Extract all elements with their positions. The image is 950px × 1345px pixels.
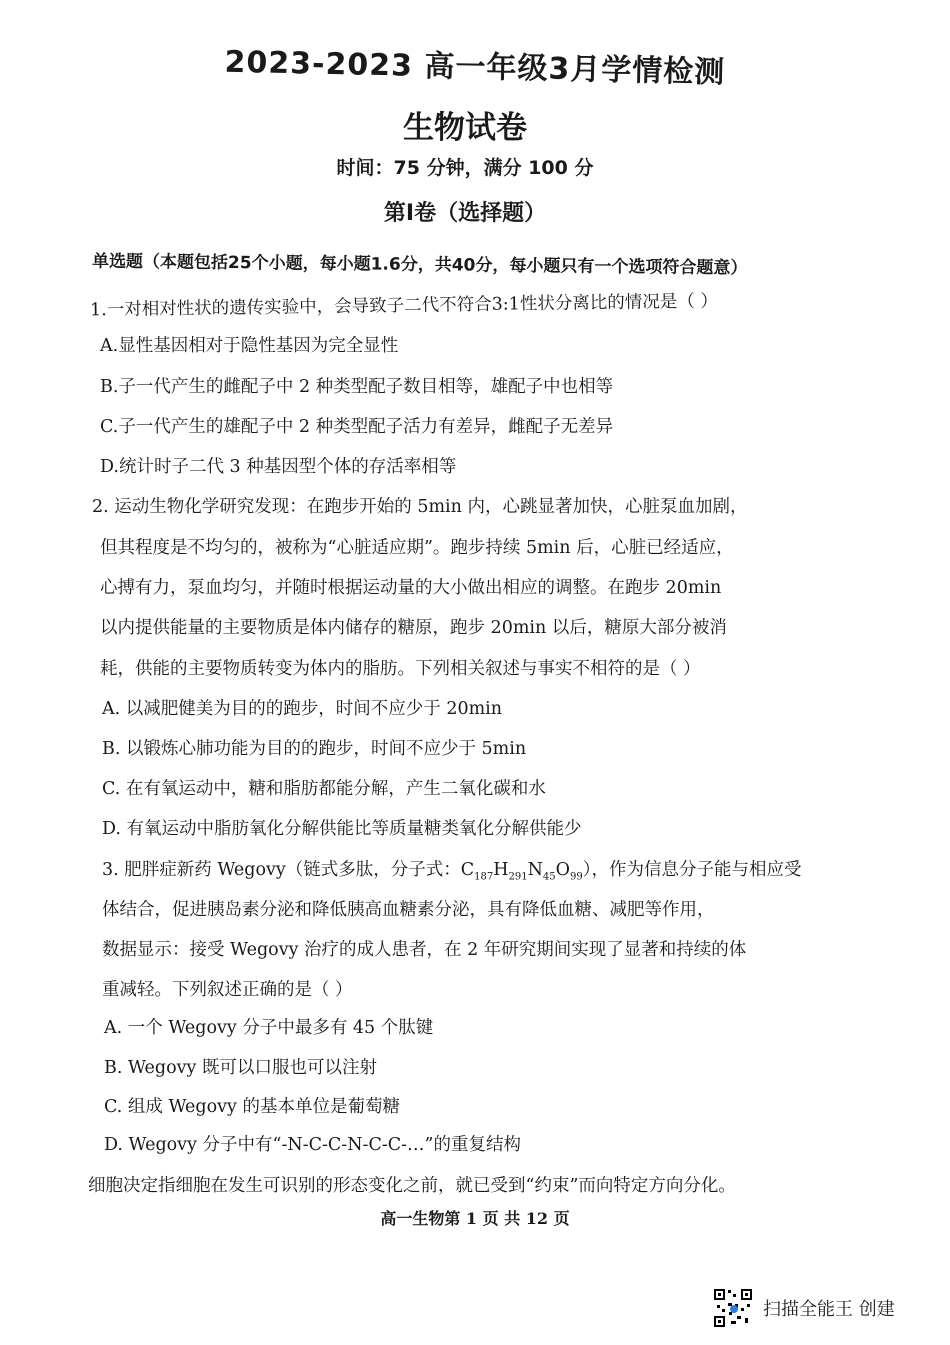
q3-option-d: D. Wegovy 分子中有“-N-C-C-N-C-C-…”的重复结构: [104, 1135, 521, 1155]
q2-option-b: B. 以锻炼心肺功能为目的的跑步，时间不应少于 5min: [102, 739, 527, 759]
q1-option-d: D.统计时子二代 3 种基因型个体的存活率相等: [100, 457, 457, 477]
q2-line-4: 以内提供能量的主要物质是体内储存的糖原，跑步 20min 以后，糖原大部分被消: [100, 618, 727, 638]
q3-option-c: C. 组成 Wegovy 的基本单位是葡萄糖: [104, 1097, 400, 1117]
q2-option-d: D. 有氧运动中脂肪氧化分解供能比等质量糖类氧化分解供能少: [102, 819, 582, 839]
section-heading: 单选题（本题包括25个小题，每小题1.6分，共40分，每小题只有一个选项符合题意）: [91, 251, 748, 279]
q2-option-c: C. 在有氧运动中，糖和脂肪都能分解，产生二氧化碳和水: [102, 779, 546, 799]
q2-option-a: A. 以减肥健美为目的的跑步，时间不应少于 20min: [102, 699, 503, 719]
q3-line-3: 数据显示：接受 Wegovy 治疗的成人患者，在 2 年研究期间实现了显著和持续的体: [102, 940, 747, 960]
q3-line-1: 3. 肥胖症新药 Wegovy（链式多肽，分子式：$C_{187}H_{291}N_{45}O_{99}$），作为信息分子能与相应受: [102, 860, 802, 883]
q3-option-b: B. Wegovy 既可以口服也可以注射: [104, 1058, 377, 1078]
q1-option-b: B.子一代产生的雌配子中 2 种类型配子数目相等，雄配子中也相等: [100, 377, 614, 397]
q3-line-2: 体结合，促进胰岛素分泌和降低胰高血糖素分泌，具有降低血糖、减肥等作用，: [102, 900, 715, 920]
q1-option-a: A.显性基因相对于隐性基因为完全显性: [100, 336, 399, 356]
part-title: 第Ⅰ卷（选择题）: [383, 201, 547, 226]
q2-line-5: 耗，供能的主要物质转变为体内的脂肪。下列相关叙述与事实不相符的是（ ）: [100, 659, 701, 679]
subject-title: 生物试卷: [403, 110, 527, 146]
q3-line-4: 重减轻。下列叙述正确的是（ ）: [102, 980, 353, 1000]
q2-line-1: 2. 运动生物化学研究发现：在跑步开始的 5min 内，心跳显著加快，心脏泵血加剧，: [92, 497, 748, 517]
qr-code-icon: [713, 1288, 753, 1328]
time-info: 时间：75 分钟，满分 100 分: [336, 157, 594, 179]
page-footer: 高一生物第 1 页 共 12 页: [380, 1209, 570, 1228]
scanner-watermark: 扫描全能王 创建: [763, 1299, 895, 1320]
q1-option-c: C.子一代产生的雄配子中 2 种类型配子活力有差异，雌配子无差异: [100, 417, 614, 437]
q3-option-a: A. 一个 Wegovy 分子中最多有 45 个肽键: [104, 1018, 434, 1038]
q1-stem: 1.一对相对性状的遗传实验中，会导致子二代不符合3:1性状分离比的情况是（ ）: [89, 291, 719, 321]
exam-title: 2023-2023 高一年级3月学情检测: [224, 44, 726, 91]
q2-line-3: 心搏有力，泵血均匀，并随时根据运动量的大小做出相应的调整。在跑步 20min: [100, 578, 722, 598]
q4-line-1: 细胞决定指细胞在发生可识别的形态变化之前，就已受到“约束”而向特定方向分化。: [88, 1176, 736, 1196]
q2-line-2: 但其程度是不均匀的，被称为“心脏适应期”。跑步持续 5min 后，心脏已经适应，: [100, 538, 734, 558]
